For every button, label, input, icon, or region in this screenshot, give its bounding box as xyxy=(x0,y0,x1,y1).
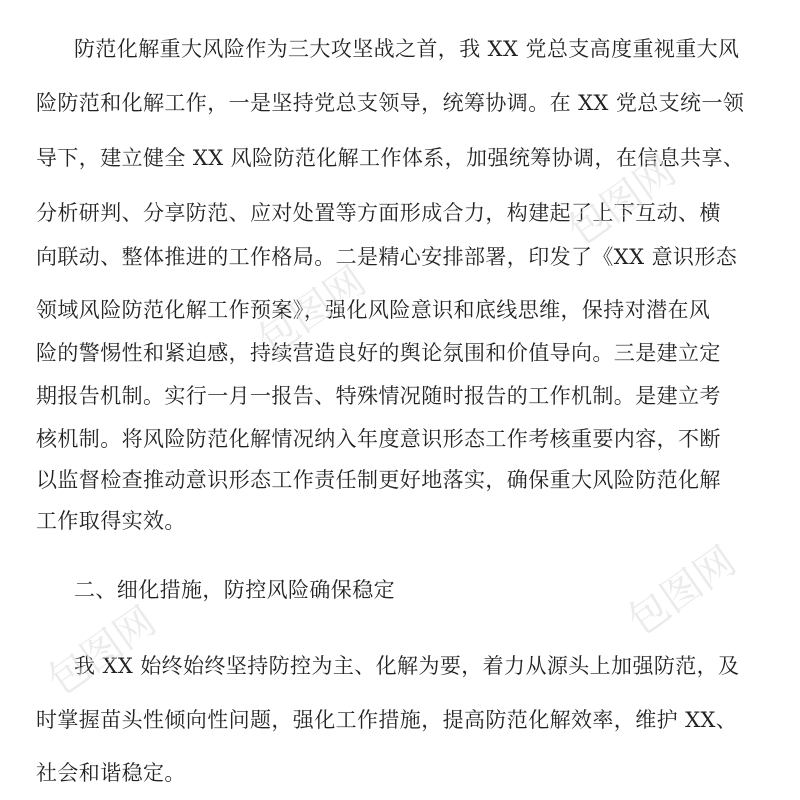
paragraph-line: 期报告机制。实行一月一报告、特殊情况随时报告的工作机制。是建立考 xyxy=(36,384,721,408)
paragraph-line: 我 XX 始终始终坚持防控为主、化解为要，着力从源头上加强防范，及 xyxy=(74,654,740,678)
paragraph-line: 领域风险防范化解工作预案》，强化风险意识和底线思维，保持对潜在风 xyxy=(36,298,711,322)
watermark-logo: 包图网 xyxy=(39,598,165,705)
paragraph-line: 工作取得实效。 xyxy=(36,509,186,533)
paragraph-line: 险的警惕性和紧迫感，持续营造良好的舆论氛围和价值导向。三是建立定 xyxy=(36,341,721,365)
paragraph-line: 时掌握苗头性倾向性问题，强化工作措施，提高防范化解效率，维护 XX、 xyxy=(36,708,738,732)
watermark-logo: 包图网 xyxy=(559,148,685,255)
paragraph-line: 社会和谐稳定。 xyxy=(36,761,186,785)
watermark-logo: 包图网 xyxy=(249,258,375,365)
paragraph-line: 向联动、整体推进的工作格局。二是精心安排部署，印发了《XX 意识形态 xyxy=(36,245,738,269)
paragraph-line: 防范化解重大风险作为三大攻坚战之首，我 XX 党总支高度重视重大风 xyxy=(74,37,740,61)
paragraph-line: 以监督检查推动意识形态工作责任制更好地落实，确保重大风险防范化解 xyxy=(36,468,721,492)
paragraph-line: 核机制。将风险防范化解情况纳入年度意识形态工作考核重要内容，不断 xyxy=(36,427,721,451)
paragraph-line: 导下，建立健全 XX 风险防范化解工作体系，加强统筹协调，在信息共享、 xyxy=(36,146,745,170)
section-heading: 二、细化措施，防控风险确保稳定 xyxy=(74,578,395,602)
paragraph-line: 分析研判、分享防范、应对处置等方面形成合力，构建起了上下互动、横 xyxy=(36,201,721,225)
paragraph-line: 险防范和化解工作，一是坚持党总支领导，统筹协调。在 XX 党总支统一领 xyxy=(36,91,745,115)
watermark-logo: 包图网 xyxy=(619,538,745,645)
